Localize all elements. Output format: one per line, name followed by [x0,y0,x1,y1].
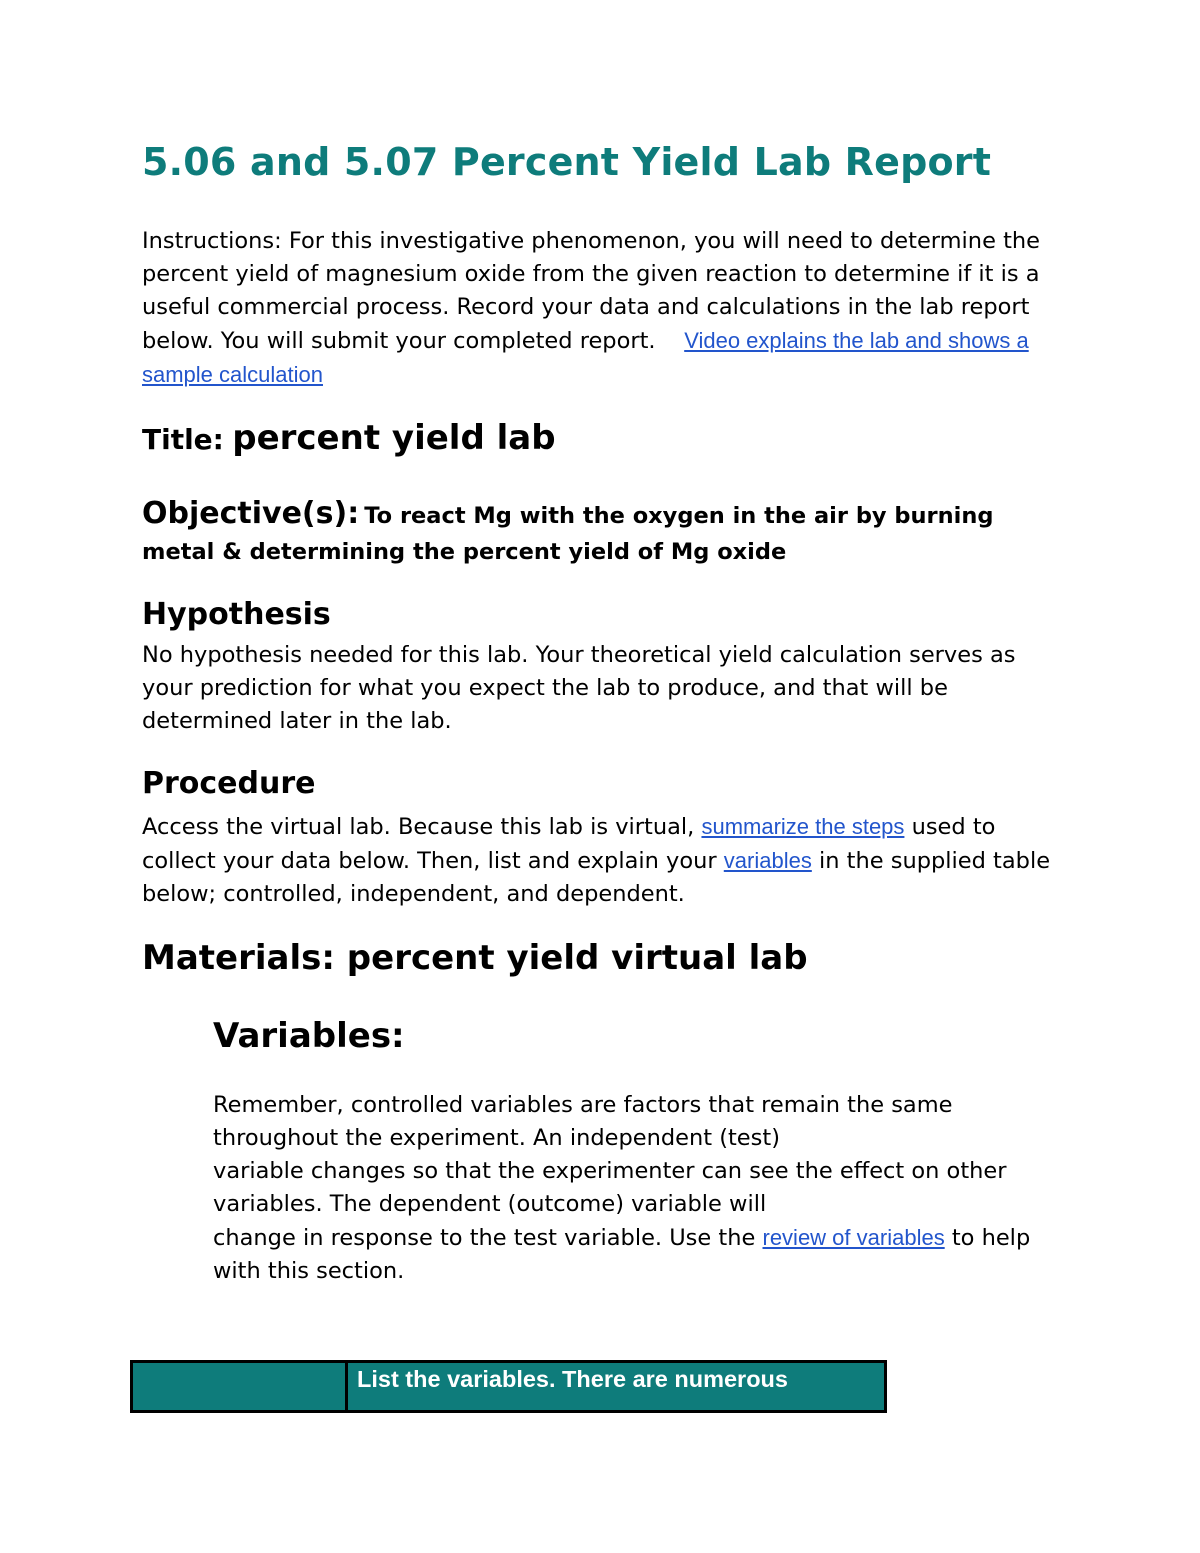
materials-heading [142,938,808,978]
summarize-steps-link[interactable]: summarize the steps [701,814,905,839]
variables-link[interactable]: variables [723,848,812,873]
variables-text-1: Remember, controlled variables are factors that remain the same throughout the experiment. An independent (test) [213,1092,953,1151]
materials-value: percent yield virtual lab [346,938,808,978]
objective-label: Objective(s): [142,496,360,531]
procedure-text-3: in the supplied table below; controlled, independent, and dependent. [142,848,1051,907]
document-title: 5.06 and 5.07 Percent Yield Lab Report [142,140,992,184]
objective-section [142,497,1067,571]
lab-title-value: percent yield lab [232,418,556,458]
table-header-row [132,1362,886,1412]
variables-text-3-wrap [213,1221,1063,1288]
lab-title-heading [142,418,556,458]
instructions-text: Instructions: For this investigative phenomenon, you will need to determine the percent yield of magnesium oxide from the given reaction to determine if it is a useful commercial process. Record your data and calculations in the lab report below. You will submit your completed report. [142,228,1040,354]
objective-value: To react Mg with the oxygen in the air by burning metal & determining the percent yield of Mg oxide [142,503,994,565]
procedure-text-1: Access the virtual lab. Because this lab is virtual, [142,814,695,840]
table-header-cell-variables: List the variables. There are numerous [347,1362,886,1412]
materials-label: Materials: [142,938,335,978]
variables-text-2: variable changes so that the experimenter can see the effect on other variables. The dependent (outcome) variable will [213,1158,1007,1217]
variables-text-3: change in response to the test variable. Use the [213,1225,756,1251]
procedure-paragraph [142,810,1067,911]
variables-heading: Variables: [213,1016,405,1056]
hypothesis-text: No hypothesis needed for this lab. Your theoretical yield calculation serves as your prediction for what you expect the lab to produce, and that will be determined later in the lab. [142,642,1016,734]
hypothesis-heading: Hypothesis [142,597,331,632]
variables-table [130,1360,887,1413]
procedure-text-2: used to collect your data below. Then, list and explain your [142,814,996,874]
review-of-variables-link[interactable]: review of variables [762,1225,945,1250]
video-explains-link[interactable]: Video explains the lab and shows a sample calculation [142,328,1029,387]
lab-title-label: Title: [142,423,224,456]
variables-paragraph [213,1089,1063,1288]
procedure-heading: Procedure [142,766,316,801]
variables-text-3-end: to help with this section. [213,1225,1031,1284]
table-header-cell-empty [132,1362,347,1412]
instructions-paragraph [142,225,1067,392]
